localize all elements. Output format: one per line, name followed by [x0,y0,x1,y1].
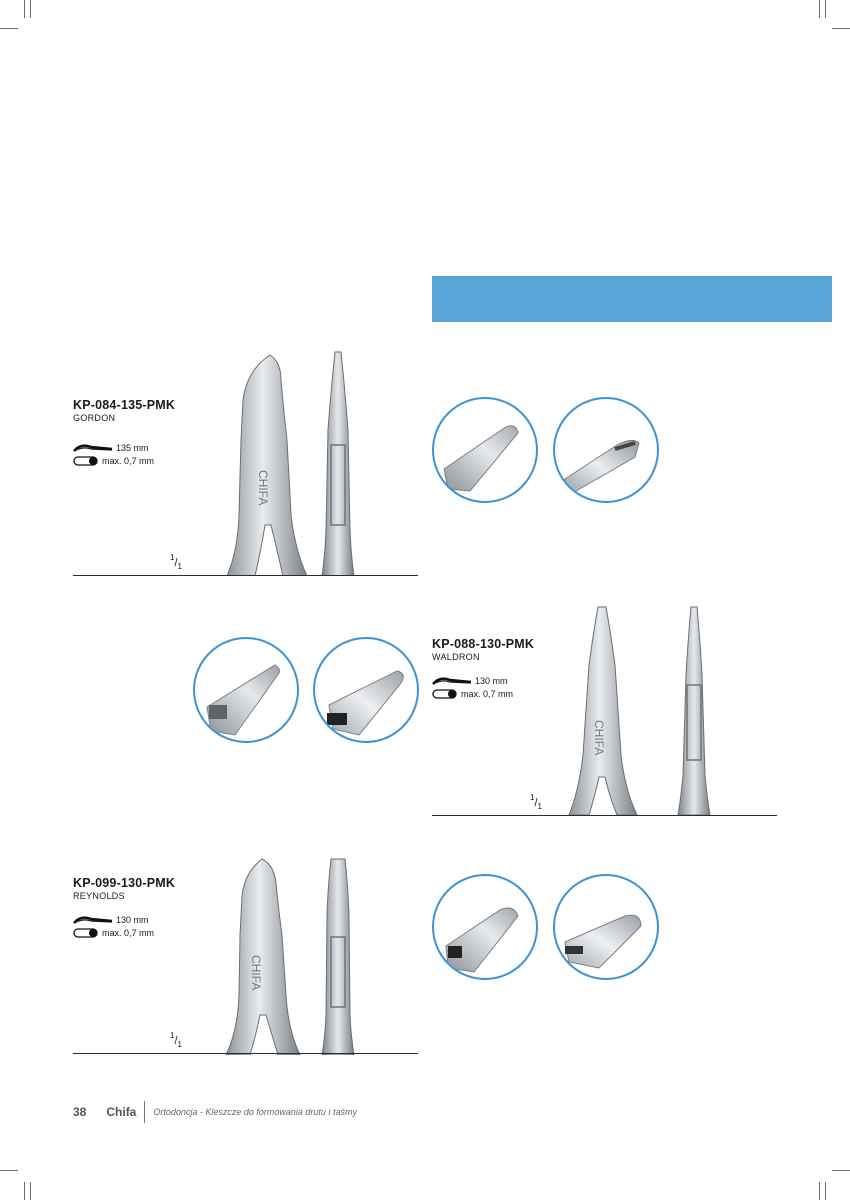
wire-spec [73,454,175,467]
plier-side-photo [225,350,310,576]
crop-mark [832,1170,850,1171]
plier-front-photo [318,855,358,1055]
wire-spec [432,687,534,700]
scale-label: $^1/_1$ [170,553,182,571]
plier-side-photo [222,855,302,1055]
product-info-reynolds [73,876,175,939]
crop-mark [30,0,31,18]
tip-detail-photo [432,397,538,503]
scale-label: $^1/_1$ [170,1031,182,1049]
wire-value: max. 0,7 mm [461,688,514,699]
product-code: KP-084-135-PMK [73,398,176,412]
length-value: 130 mm [116,914,149,925]
wire-diameter-icon [432,688,458,700]
wire-value: max. 0,7 mm [102,455,155,466]
product-code: KP-099-130-PMK [73,876,176,890]
crop-mark [0,28,18,29]
crop-mark [832,28,850,29]
tip-detail-photo [313,637,419,743]
page-footer [73,1100,357,1124]
crop-mark [825,1182,826,1200]
wire-diameter-icon [73,927,99,939]
baseline [73,575,418,576]
crop-mark [0,1170,18,1171]
product-name: GORDON [73,413,116,423]
length-value: 130 mm [475,675,508,686]
page-number: 38 [73,1105,87,1119]
product-info-waldron [432,637,534,700]
wire-value: max. 0,7 mm [102,927,155,938]
crop-mark [819,1182,820,1200]
tip-detail-photo [553,397,659,503]
product-code: KP-088-130-PMK [432,637,535,651]
wire-diameter-icon [73,455,99,467]
section-header-band [432,276,832,322]
length-spec [73,441,175,454]
plier-length-icon [432,675,472,687]
brand-name: Chifa [106,1105,137,1119]
product-info-gordon [73,398,175,467]
footer-subtitle: Ortodoncja - Kleszcze do formowania drutu i taśmy [153,1107,357,1117]
engraving: CHIFA [256,470,270,506]
footer-divider [144,1101,145,1123]
crop-mark [825,0,826,18]
engraving: CHIFA [592,720,606,756]
crop-mark [24,0,25,18]
product-name: WALDRON [432,652,480,662]
baseline [432,815,777,816]
crop-mark [24,1182,25,1200]
plier-length-icon [73,914,113,926]
engraving: CHIFA [249,955,263,991]
scale-label: $^1/_1$ [530,793,542,811]
plier-front-photo [674,605,714,815]
product-name: REYNOLDS [73,891,125,901]
tip-detail-photo [193,637,299,743]
length-spec [73,913,175,926]
plier-length-icon [73,442,113,454]
crop-mark [30,1182,31,1200]
tip-detail-photo [553,874,659,980]
tip-detail-photo [432,874,538,980]
baseline [73,1053,418,1054]
plier-front-photo [318,350,358,576]
wire-spec [73,926,175,939]
length-value: 135 mm [116,442,149,453]
length-spec [432,674,534,687]
plier-side-photo [565,605,645,815]
crop-mark [819,0,820,18]
